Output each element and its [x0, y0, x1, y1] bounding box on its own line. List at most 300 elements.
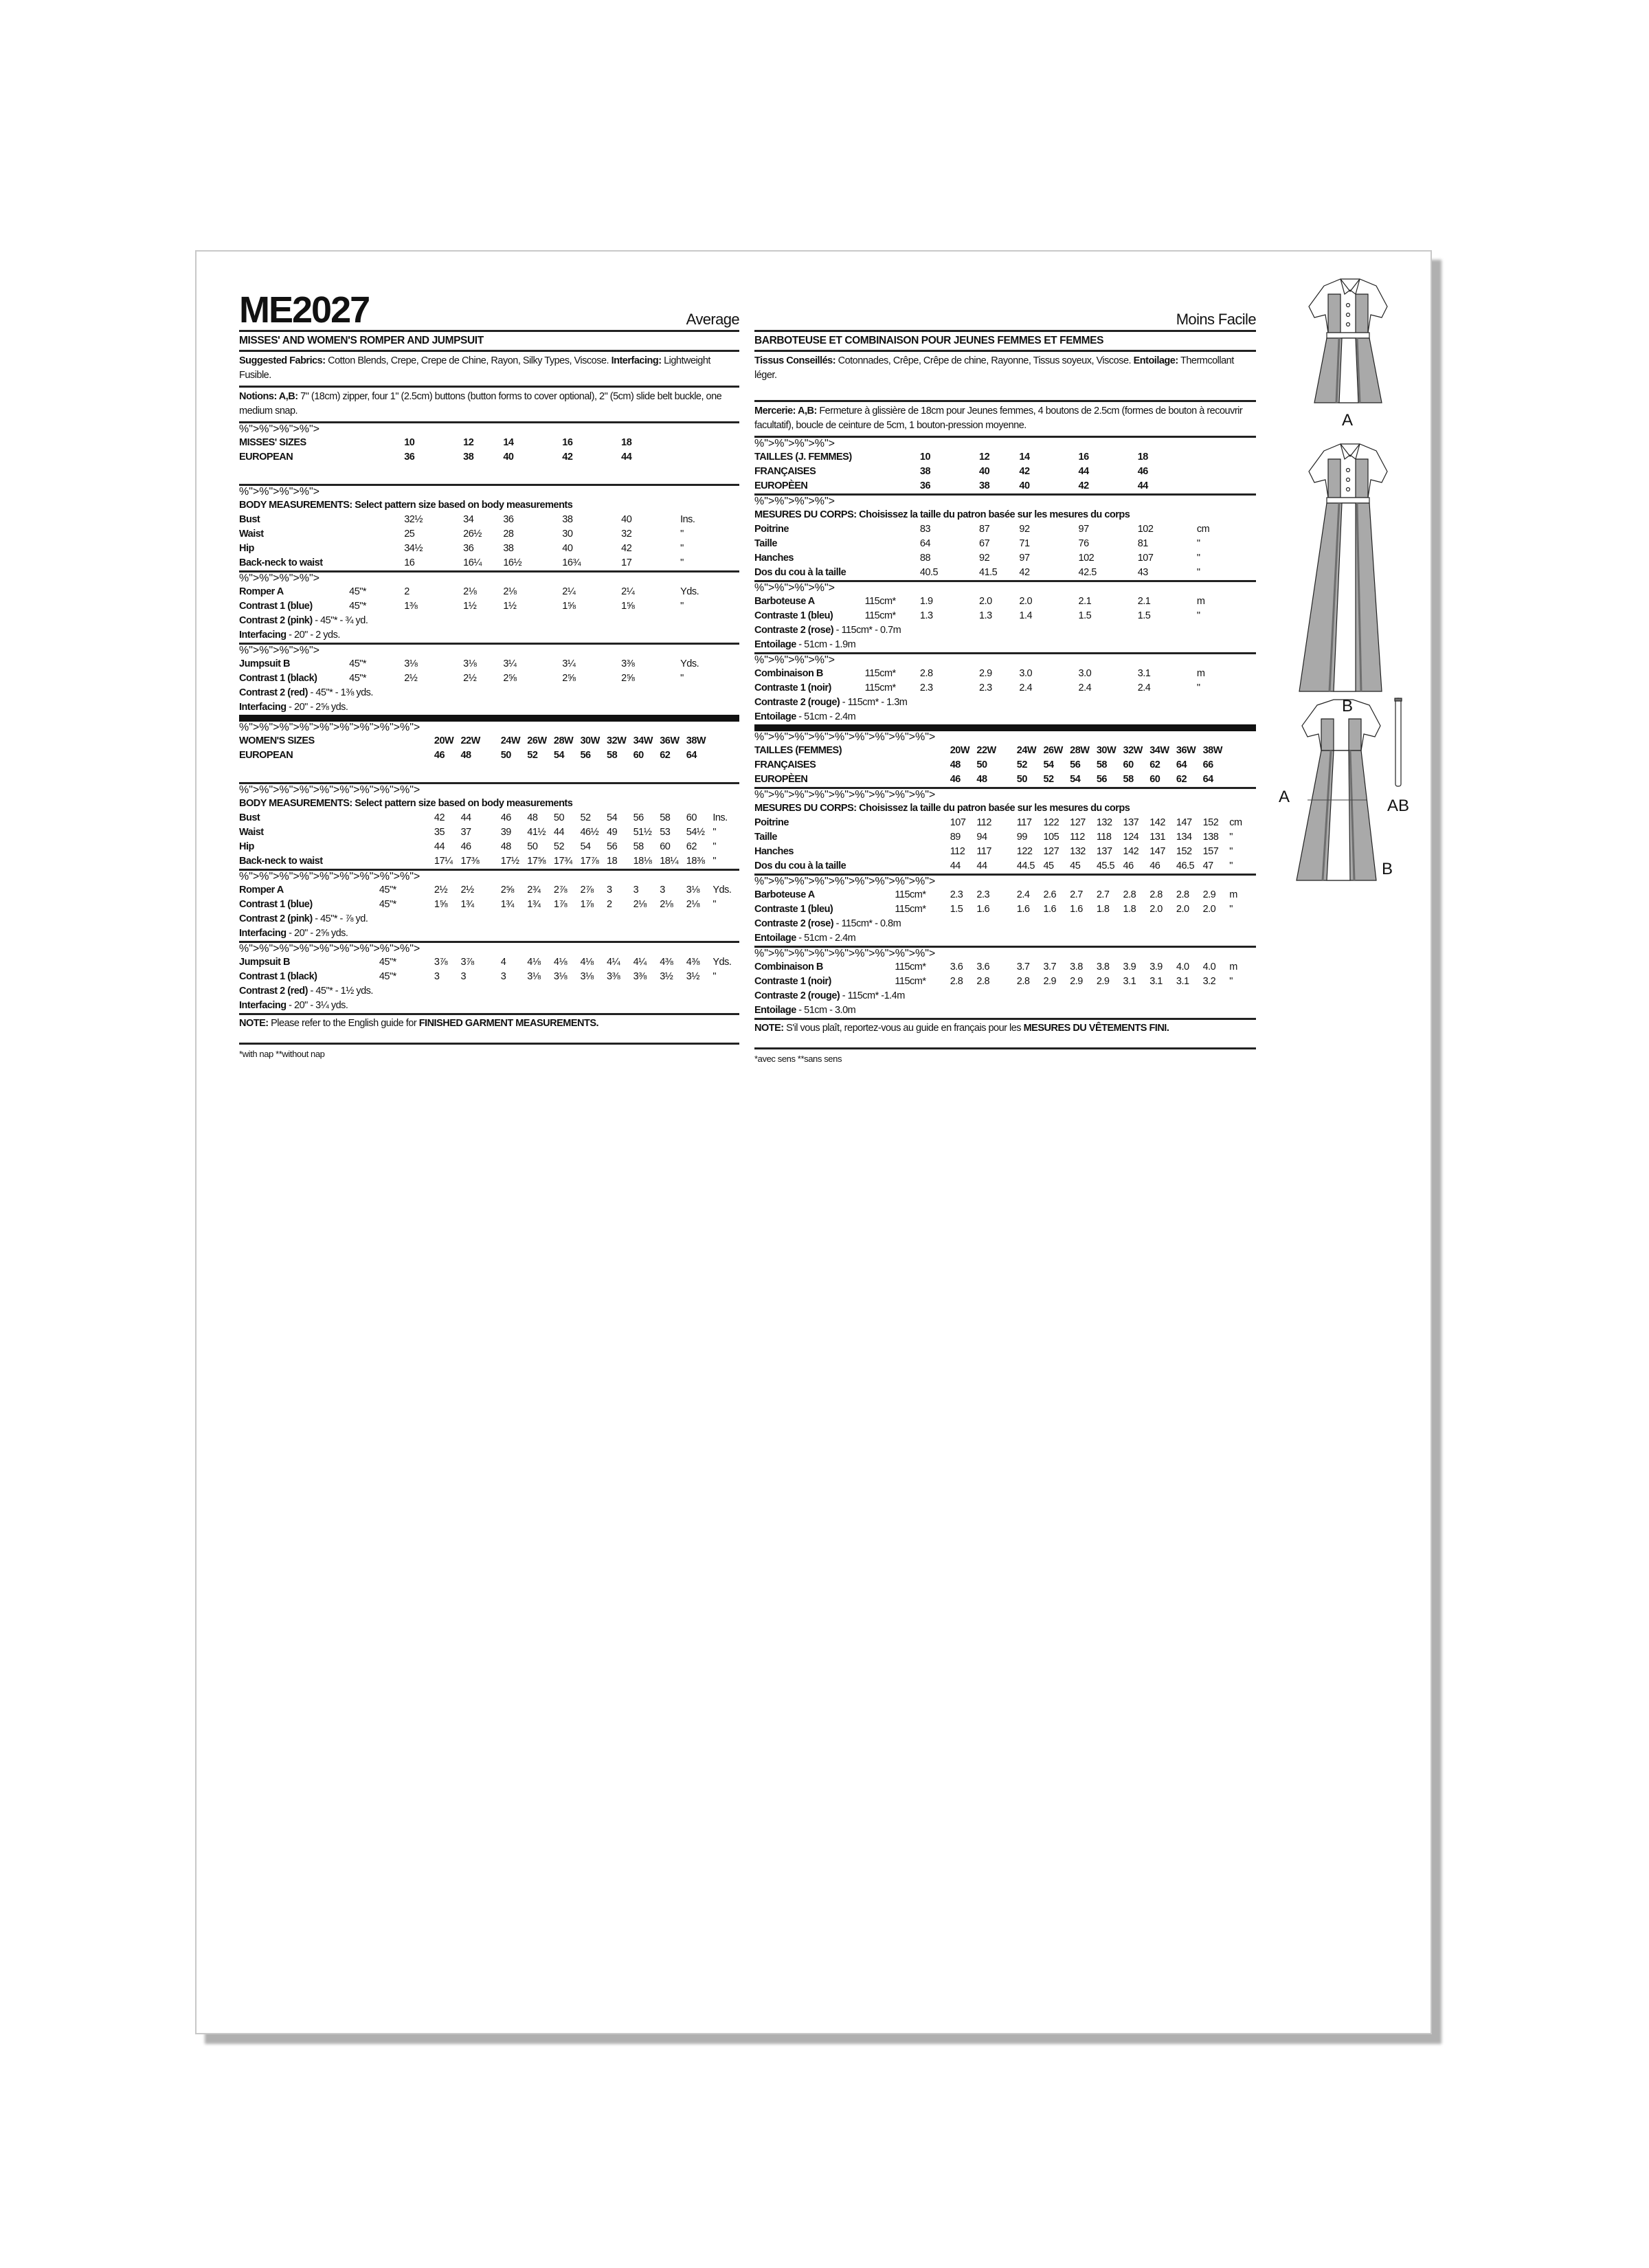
row-label: Waist — [239, 827, 264, 838]
cell: 26½ — [463, 529, 482, 540]
cell: 30 — [562, 529, 573, 540]
cell: 71 — [1019, 538, 1030, 549]
size-row — [754, 744, 1256, 758]
unit: " — [713, 971, 716, 982]
cell: 1.5 — [1078, 610, 1092, 621]
cell: 2.7 — [1096, 889, 1110, 900]
cell: 48 — [976, 774, 987, 785]
cell: 44 — [1078, 466, 1089, 477]
cell: 3 — [633, 885, 639, 896]
cell: 3 — [500, 971, 506, 982]
cell: 132 — [1096, 817, 1112, 828]
measurement-row — [239, 513, 739, 527]
note-label-fr: NOTE: — [754, 1023, 784, 1034]
cell: 44 — [950, 860, 961, 871]
cell: 54 — [553, 750, 565, 761]
cell: 92 — [1019, 524, 1030, 535]
cell: 30W — [1096, 745, 1117, 756]
cell: 2.0 — [979, 596, 992, 607]
cell: 4⅛ — [580, 957, 594, 968]
european-size-row — [239, 450, 739, 465]
cell: 44 — [460, 812, 471, 823]
fabric-width: 45"* — [379, 899, 396, 910]
cell: 76 — [1078, 538, 1089, 549]
jumpsuit-yardage-table — [239, 657, 739, 722]
cell: 2.6 — [1043, 889, 1057, 900]
cell: 17¼ — [434, 856, 453, 867]
size-table — [239, 436, 739, 465]
cell: 62 — [1176, 774, 1187, 785]
cell: 1.5 — [1137, 610, 1151, 621]
yardage-row — [754, 960, 1256, 975]
interfacing-row — [239, 628, 739, 644]
row-label: Taille — [754, 832, 777, 843]
cell: 37 — [460, 827, 471, 838]
measurement-row — [754, 551, 1256, 566]
pattern-title-fr: BARBOTEUSE ET COMBINAISON POUR JEUNES FEMMES ET FEMMES — [754, 332, 1256, 352]
row-label: EUROPEAN — [239, 452, 293, 463]
cell: 1.6 — [976, 904, 990, 915]
cell: 127 — [1070, 817, 1086, 828]
cell: 58 — [607, 750, 618, 761]
row-label: FRANÇAISES — [754, 466, 816, 477]
cell: 40 — [621, 514, 632, 525]
row-label: Contraste 2 (rose) — [754, 918, 834, 929]
cell: 46 — [1123, 860, 1134, 871]
cell: 43 — [1137, 567, 1148, 578]
cell: 3⅞ — [434, 957, 448, 968]
cell: 107 — [1137, 553, 1154, 564]
cell: 2 — [404, 586, 410, 597]
suggested-fabrics-fr — [754, 352, 1256, 402]
cell: 60 — [1149, 774, 1160, 785]
cell: 41½ — [527, 827, 546, 838]
cell: 2.4 — [1078, 682, 1092, 693]
cell: 34 — [463, 514, 474, 525]
row-label: Contrast 2 (pink) — [239, 615, 313, 626]
cell: 1⅜ — [404, 601, 418, 612]
yardage-row — [754, 902, 1256, 917]
row-label: Contraste 2 (rose) — [754, 625, 834, 636]
unit: m — [1196, 596, 1205, 607]
jumpsuit-yardage-table — [754, 667, 1256, 731]
measurement-row — [754, 816, 1256, 830]
cell: 2⅝ — [503, 673, 517, 684]
cell: 58 — [660, 812, 671, 823]
row-value: - 45"* - 1½ yds. — [307, 986, 373, 997]
cell: 52 — [580, 812, 591, 823]
cell: 2.8 — [950, 976, 963, 987]
row-label: Contrast 2 (pink) — [239, 913, 313, 924]
cell: 40 — [979, 466, 990, 477]
cell: 1.3 — [919, 610, 933, 621]
cell: 3.7 — [1043, 961, 1057, 972]
row-value: - 51cm - 1.9m — [796, 639, 856, 650]
row-label: Poitrine — [754, 817, 789, 828]
cell: 2.8 — [1123, 889, 1136, 900]
fabric-width: 45"* — [379, 957, 396, 968]
back-view-b-label: B — [1382, 860, 1393, 878]
cell: 44 — [1137, 480, 1148, 491]
cell: 137 — [1123, 817, 1139, 828]
cell: 1.8 — [1123, 904, 1136, 915]
body-header: BODY MEASUREMENTS: Select pattern size based on body measurements — [239, 500, 573, 511]
row-label: Contrast 1 (blue) — [239, 899, 313, 910]
suggested-fabrics — [239, 352, 739, 388]
cell: 50 — [976, 759, 987, 770]
unit: " — [680, 673, 684, 684]
contrast-2-row — [239, 912, 739, 926]
yardage-row — [239, 955, 739, 970]
fabric-width: 45"* — [379, 885, 396, 896]
romper-yardage-table — [754, 594, 1256, 654]
cell: 1⅝ — [621, 601, 635, 612]
cell: 2½ — [463, 673, 477, 684]
cell: 1.8 — [1096, 904, 1110, 915]
cell: 54½ — [686, 827, 705, 838]
cell: 38 — [562, 514, 573, 525]
cell: 46½ — [580, 827, 599, 838]
fabric-width: 115cm* — [895, 961, 926, 972]
cell: 46.5 — [1176, 860, 1195, 871]
interfacing-label: Interfacing: — [611, 355, 662, 366]
cell: 132 — [1070, 846, 1086, 857]
contrast-2-row — [754, 917, 1256, 931]
yardage-row — [754, 888, 1256, 902]
measurement-row — [239, 542, 739, 556]
size-row — [754, 450, 1256, 465]
unit: " — [1196, 610, 1200, 621]
row-label: Combinaison B — [754, 961, 823, 972]
pattern-envelope-back — [195, 250, 1432, 2034]
unit: Yds. — [680, 586, 699, 597]
cell: 3.6 — [976, 961, 990, 972]
cell: 42 — [434, 812, 445, 823]
row-label: Romper A — [239, 885, 284, 896]
cell: 16½ — [503, 557, 522, 568]
unit: Yds. — [713, 957, 732, 968]
interfacing-row — [754, 638, 1256, 654]
cell: 49 — [607, 827, 618, 838]
cell: 112 — [976, 817, 991, 828]
row-value: - 45"* - ¾ yd. — [312, 615, 368, 626]
row-label: Interfacing — [239, 1000, 287, 1011]
measurement-row — [239, 556, 739, 572]
cell: 26W — [1043, 745, 1063, 756]
cell: 2.8 — [1149, 889, 1163, 900]
cell: 2⅝ — [562, 673, 576, 684]
contrast-2-row — [239, 686, 739, 700]
row-label: Interfacing — [239, 630, 287, 641]
romper-yardage-table — [754, 888, 1256, 948]
cell: 60 — [633, 750, 644, 761]
cell: 4⅜ — [686, 957, 699, 968]
cell: 1⅝ — [562, 601, 576, 612]
fabrics-label: Suggested Fabrics: — [239, 355, 326, 366]
note-text-fr: S'il vous plaît, reportez-vous au guide en français pour les — [783, 1023, 1024, 1034]
row-label: TAILLES (J. FEMMES) — [754, 452, 852, 463]
cell: 3⅛ — [463, 658, 477, 669]
cell: 46 — [460, 841, 471, 852]
english-header — [239, 289, 739, 332]
body-measurements-table — [754, 801, 1256, 876]
cell: 3.1 — [1137, 668, 1151, 679]
yardage-row — [239, 671, 739, 686]
cell: 42 — [1019, 567, 1030, 578]
cell: 32W — [607, 735, 627, 746]
cell: 18 — [621, 437, 632, 448]
cell: 46 — [950, 774, 961, 785]
cell: 4.0 — [1202, 961, 1216, 972]
cell: 99 — [1016, 832, 1027, 843]
cell: 117 — [976, 846, 991, 857]
cell: 16 — [404, 557, 415, 568]
row-value: - 115cm* - 1.3m — [840, 697, 908, 708]
cell: 4⅛ — [527, 957, 541, 968]
cell: 1.6 — [1043, 904, 1057, 915]
cell: 2.8 — [976, 976, 990, 987]
cell: 40 — [1019, 480, 1030, 491]
row-value: - 20" - 2 yds. — [286, 630, 340, 641]
cell: 142 — [1149, 817, 1165, 828]
cell: 3⅛ — [553, 971, 568, 982]
contrast-2-row — [239, 984, 739, 999]
cell: 40 — [562, 543, 573, 554]
cell: 64 — [1202, 774, 1213, 785]
unit: m — [1229, 889, 1237, 900]
row-label: Contrast 2 (red) — [239, 986, 308, 997]
cell: 10 — [404, 437, 415, 448]
cell: 36W — [1176, 745, 1196, 756]
notions-label-fr: Mercerie: A,B: — [754, 405, 817, 416]
fabrics-label-fr: Tissus Conseillés: — [754, 355, 836, 366]
cell: 1¾ — [460, 899, 474, 910]
cell: 14 — [1019, 452, 1030, 463]
interfacing-row — [754, 1003, 1256, 1019]
cell: 3.8 — [1096, 961, 1110, 972]
unit: " — [713, 856, 716, 867]
yardage-row — [754, 975, 1256, 989]
cell: 3⅜ — [633, 971, 647, 982]
cell: 46 — [1149, 860, 1160, 871]
cell: 18¼ — [660, 856, 678, 867]
cell: 2.9 — [1202, 889, 1216, 900]
row-label: FRANÇAISES — [754, 759, 816, 770]
footnote: *with nap **without nap — [239, 1049, 325, 1059]
interfacing-label-fr: Entoilage: — [1133, 355, 1178, 366]
notions-text: 7" (18cm) zipper, four 1" (2.5cm) buttons (button forms to cover optional), 2" (5cm) slide belt buckle, one medium snap. — [239, 391, 722, 416]
cell: 66 — [1202, 759, 1213, 770]
cell: 112 — [1070, 832, 1085, 843]
unit: " — [680, 601, 684, 612]
cell: 16¼ — [463, 557, 482, 568]
cell: 20W — [950, 745, 970, 756]
cell: 2.3 — [976, 889, 990, 900]
cell: 50 — [500, 750, 511, 761]
row-label: Contraste 2 (rouge) — [754, 697, 840, 708]
row-label: Entoilage — [754, 711, 796, 722]
cell: 46 — [500, 812, 511, 823]
row-label: Interfacing — [239, 702, 287, 713]
cell: 45.5 — [1096, 860, 1115, 871]
cell: 134 — [1176, 832, 1192, 843]
unit: " — [1229, 846, 1233, 857]
romper-yardage-table — [239, 883, 739, 943]
cell: 17½ — [500, 856, 519, 867]
cell: 56 — [607, 841, 618, 852]
body-header: BODY MEASUREMENTS: Select pattern size based on body measurements — [239, 798, 573, 809]
cell: 2.8 — [1176, 889, 1189, 900]
size-row — [239, 734, 739, 748]
cell: 40 — [503, 452, 514, 463]
misses-size-chart-fr: %">%">%">%"> TAILLES (J. FEMMES) 10 12 14 16 18 FRANÇAISES 38 40 42 44 46 EUROPÈEN 36 38 40 42 44 %">%">%">%"> MESURES DU CORPS: Choisissez la taille du patron basée sur les mesures du corps Poitrine 83 87 92 97 102 cm Taille 64 67 71 76 81 " Hanches 88 92 97 102 107 " Dos du cou à la taille 40.5 41.5 42 42.5 43 " %">%">%">%"> Barboteuse A 115cm* 1.9 2.0 2.0 2.1 2.1 m Contraste 1 (bleu) 115cm* 1.3 1.3 1.4 1.5 1.5 " Contraste 2 (rose) - 115cm* - 0.7m Entoilage - 51cm - 1.9m %">%">%">%"> Combinaison B 115cm* 2.8 2.9 3.0 3.0 3.1 m Contraste 1 (noir) 115cm* 2.3 2.3 2.4 2.4 2.4 " Contraste 2 (rouge) - 115cm* - 1.3m Entoilage - 51cm - 2.4m — [754, 438, 1256, 731]
cell: 56 — [1070, 759, 1081, 770]
cell: 3 — [660, 885, 665, 896]
cell: 1⅞ — [580, 899, 594, 910]
cell: 2.8 — [919, 668, 933, 679]
row-value: - 51cm - 3.0m — [796, 1005, 856, 1016]
cell: 157 — [1202, 846, 1219, 857]
measurement-row — [754, 537, 1256, 551]
cell: 4⅛ — [553, 957, 568, 968]
cell: 4¼ — [633, 957, 647, 968]
cell: 36 — [919, 480, 931, 491]
row-label: Contraste 1 (bleu) — [754, 904, 833, 915]
cell: 105 — [1043, 832, 1059, 843]
contrast-2-row — [754, 623, 1256, 638]
row-label: Taille — [754, 538, 777, 549]
cell: 38 — [979, 480, 990, 491]
measurement-row — [754, 566, 1256, 581]
cell: 42 — [621, 543, 632, 554]
cell: 32W — [1123, 745, 1143, 756]
fabric-width: 45"* — [349, 673, 367, 684]
cell: 51½ — [633, 827, 652, 838]
cell: 2.3 — [979, 682, 992, 693]
cell: 1½ — [503, 601, 517, 612]
belt-ab-label: AB — [1387, 797, 1410, 815]
cell: 24W — [500, 735, 521, 746]
cell: 127 — [1043, 846, 1059, 857]
row-label: Jumpsuit B — [239, 658, 290, 669]
note-text: Please refer to the English guide for — [268, 1018, 419, 1029]
cell: 2.0 — [1176, 904, 1189, 915]
cell: 1.4 — [1019, 610, 1033, 621]
fabric-width: 115cm* — [895, 976, 926, 987]
cell: 2.1 — [1137, 596, 1151, 607]
unit: " — [680, 529, 684, 540]
row-value: - 45"* - 1⅜ yds. — [307, 687, 373, 698]
yardage-row — [239, 599, 739, 614]
unit: " — [1196, 553, 1200, 564]
cell: 2 — [607, 899, 612, 910]
cell: 2.7 — [1070, 889, 1083, 900]
cell: 131 — [1149, 832, 1165, 843]
cell: 42.5 — [1078, 567, 1097, 578]
note-bold-fr: MESURES DU VÊTEMENTS FINI. — [1023, 1023, 1169, 1034]
cell: 10 — [919, 452, 931, 463]
cell: 4.0 — [1176, 961, 1189, 972]
note-bold: FINISHED GARMENT MEASUREMENTS. — [418, 1018, 599, 1029]
cell: 4¼ — [607, 957, 620, 968]
body-measurements-table — [239, 797, 739, 871]
cell: 2.9 — [1096, 976, 1110, 987]
measurement-row — [239, 811, 739, 825]
back-view-a-label: A — [1279, 788, 1290, 806]
cell: 64 — [686, 750, 697, 761]
row-label: Contraste 2 (rouge) — [754, 990, 840, 1001]
cell: 56 — [580, 750, 591, 761]
cell: 2.4 — [1019, 682, 1033, 693]
cell: 36 — [463, 543, 474, 554]
cell: 2.8 — [1016, 976, 1030, 987]
fabric-width: 45"* — [349, 658, 367, 669]
cell: 138 — [1202, 832, 1219, 843]
cell: 36W — [660, 735, 680, 746]
european-size-row — [754, 479, 1256, 495]
size-table — [754, 450, 1256, 496]
cell: 3 — [434, 971, 440, 982]
yardage-row — [239, 657, 739, 671]
cell: 4⅜ — [660, 957, 673, 968]
cell: 48 — [527, 812, 538, 823]
cell: 2.9 — [1043, 976, 1057, 987]
cell: 50 — [527, 841, 538, 852]
cell: 3⅛ — [580, 971, 594, 982]
fabrics-text-fr: Cotonnades, Crêpe, Crêpe de chine, Rayonne, Tissus soyeux, Viscose. — [838, 355, 1132, 366]
cell: 3½ — [686, 971, 699, 982]
cell: 3.0 — [1078, 668, 1092, 679]
unit: " — [1196, 567, 1200, 578]
cell: 28W — [1070, 745, 1090, 756]
cell: 52 — [1016, 759, 1027, 770]
cell: 22W — [460, 735, 480, 746]
cell: 3⅞ — [460, 957, 474, 968]
cell: 42 — [562, 452, 573, 463]
cell: 2⅛ — [633, 899, 647, 910]
contrast-2-row — [754, 989, 1256, 1003]
notions-fr — [754, 402, 1256, 438]
cell: 1.9 — [919, 596, 933, 607]
cell: 2.0 — [1149, 904, 1163, 915]
cell: 17⅜ — [460, 856, 480, 867]
row-label: Dos du cou à la taille — [754, 567, 846, 578]
cell: 40.5 — [919, 567, 939, 578]
notions-text-fr: Fermeture à glissière de 18cm pour Jeunes femmes, 4 boutons de 2.5cm (formes de bouton à recouvrir facultatif), boucle de ceinture de 5cm, 1 bouton-pression moyenne. — [754, 405, 1243, 431]
cell: 53 — [660, 827, 671, 838]
cell: 3½ — [660, 971, 673, 982]
misses-size-chart: %">%">%">%"> MISSES' SIZES 10 12 14 16 18 EUROPEAN 36 38 40 42 44 %">%">%">%"> BODY MEASUREMENTS: Select pattern size based on body measurements Bust 32½ 34 36 38 40 Ins. Waist 25 26½ 28 30 32 " Hip 34½ 36 38 40 42 " Back-neck to waist 16 16¼ 16½ 16¾ 17 " %">%">%">%"> Romper A 45"* 2 2⅛ 2⅛ 2¼ 2¼ Yds. Contrast 1 (blue) 45"* 1⅜ 1½ 1½ 1⅝ 1⅝ " Contrast 2 (pink) - 45"* - ¾ yd. Interfacing - 20" - 2 yds. %">%">%">%"> Jumpsuit B 45"* 3⅛ 3⅛ 3¼ 3¼ 3⅜ Yds. Contrast 1 (black) 45"* 2½ 2½ 2⅝ 2⅝ 2⅝ " Contrast 2 (red) - 45"* - 1⅜ yds. Interfacing - 20" - 2⅝ yds. — [239, 423, 739, 722]
body-measurements-table — [754, 508, 1256, 582]
cell: 17 — [621, 557, 632, 568]
cell: 20W — [434, 735, 454, 746]
french-size-row — [754, 465, 1256, 479]
unit: " — [713, 841, 716, 852]
cell: 52 — [1043, 774, 1054, 785]
size-table — [239, 734, 739, 763]
cell: 44 — [976, 860, 987, 871]
body-header: MESURES DU CORPS: Choisissez la taille du patron basée sur les mesures du corps — [754, 509, 1130, 520]
unit: " — [680, 557, 684, 568]
cell: 152 — [1202, 817, 1219, 828]
cell: 36 — [503, 514, 514, 525]
cell: 1.6 — [1070, 904, 1083, 915]
yardage-row — [754, 681, 1256, 696]
cell: 3 — [460, 971, 467, 982]
cell: 89 — [950, 832, 961, 843]
cell: 39 — [500, 827, 511, 838]
cell: 147 — [1149, 846, 1165, 857]
